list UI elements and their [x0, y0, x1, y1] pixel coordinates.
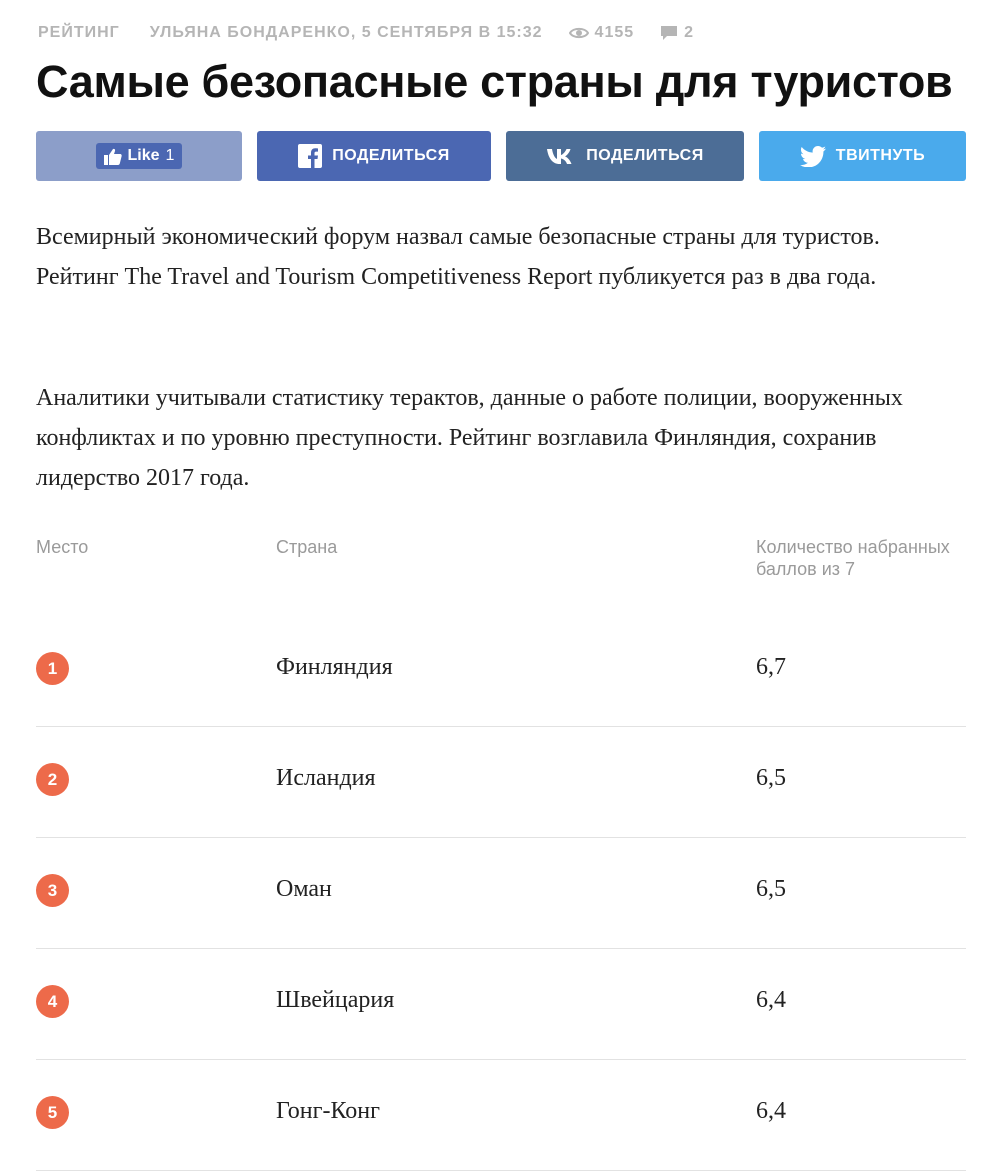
- like-label: Like: [127, 147, 160, 164]
- country-name: Швейцария: [276, 987, 395, 1013]
- table-header-country: Страна: [276, 537, 338, 557]
- table-header-score: Количество набранных баллов из 7: [756, 537, 950, 579]
- score-value: 6,5: [756, 876, 786, 902]
- paragraph-details: Аналитики учитывали статистику терактов, данные о работе полиции, вооруженных конфликтах и по уровню преступности. Рейтинг возглавила Финляндия, сохранив лидерство 2017 года.: [36, 385, 903, 491]
- page-title: Самые безопасные страны для туристов: [36, 56, 953, 107]
- thumbs-up-icon: [104, 148, 122, 165]
- like-pill[interactable]: [96, 143, 183, 169]
- rank-badge: 4: [36, 985, 69, 1018]
- comment-icon: [660, 25, 678, 41]
- vk-icon: [546, 147, 576, 165]
- score-value: 6,7: [756, 654, 786, 680]
- facebook-icon: [298, 144, 322, 168]
- twitter-share-button[interactable]: [759, 131, 966, 181]
- country-name: Оман: [276, 876, 332, 902]
- table-row: [36, 838, 966, 949]
- vk-share-label: ПОДЕЛИТЬСЯ: [586, 147, 704, 164]
- score-value: 6,4: [756, 1098, 786, 1124]
- rank-badge: 3: [36, 874, 69, 907]
- country-name: Исландия: [276, 765, 376, 791]
- rank-badge: 2: [36, 763, 69, 796]
- vk-share-button[interactable]: [506, 131, 744, 181]
- country-name: Гонг-Конг: [276, 1098, 380, 1124]
- views-counter: [569, 24, 635, 42]
- twitter-share-label: ТВИТНУТЬ: [835, 147, 926, 164]
- table-header-rank: Место: [36, 537, 89, 557]
- paragraph-intro: Всемирный экономический форум назвал самые безопасные страны для туристов. Рейтинг The Travel and Tourism Competitiveness Report публикуется раз в два года.: [36, 224, 880, 290]
- country-name: Финляндия: [276, 654, 393, 680]
- rubric-link[interactable]: РЕЙТИНГ: [38, 24, 120, 41]
- score-value: 6,5: [756, 765, 786, 791]
- table-row: [36, 949, 966, 1060]
- rank-badge: 1: [36, 652, 69, 685]
- views-count: 4155: [594, 24, 635, 41]
- like-button[interactable]: [36, 131, 242, 181]
- comments-counter[interactable]: [660, 24, 694, 42]
- rank-badge: 5: [36, 1096, 69, 1129]
- table-row: [36, 1060, 966, 1171]
- article-meta: [38, 22, 720, 44]
- table-row: [36, 727, 966, 838]
- score-value: 6,4: [756, 987, 786, 1013]
- like-count: 1: [165, 147, 175, 164]
- author-date: УЛЬЯНА БОНДАРЕНКО, 5 СЕНТЯБРЯ В 15:32: [149, 24, 543, 41]
- facebook-share-label: ПОДЕЛИТЬСЯ: [332, 147, 450, 164]
- comments-count: 2: [684, 24, 695, 41]
- facebook-share-button[interactable]: [257, 131, 491, 181]
- twitter-icon: [800, 146, 826, 167]
- eye-icon: [569, 26, 589, 40]
- table-row: [36, 616, 966, 727]
